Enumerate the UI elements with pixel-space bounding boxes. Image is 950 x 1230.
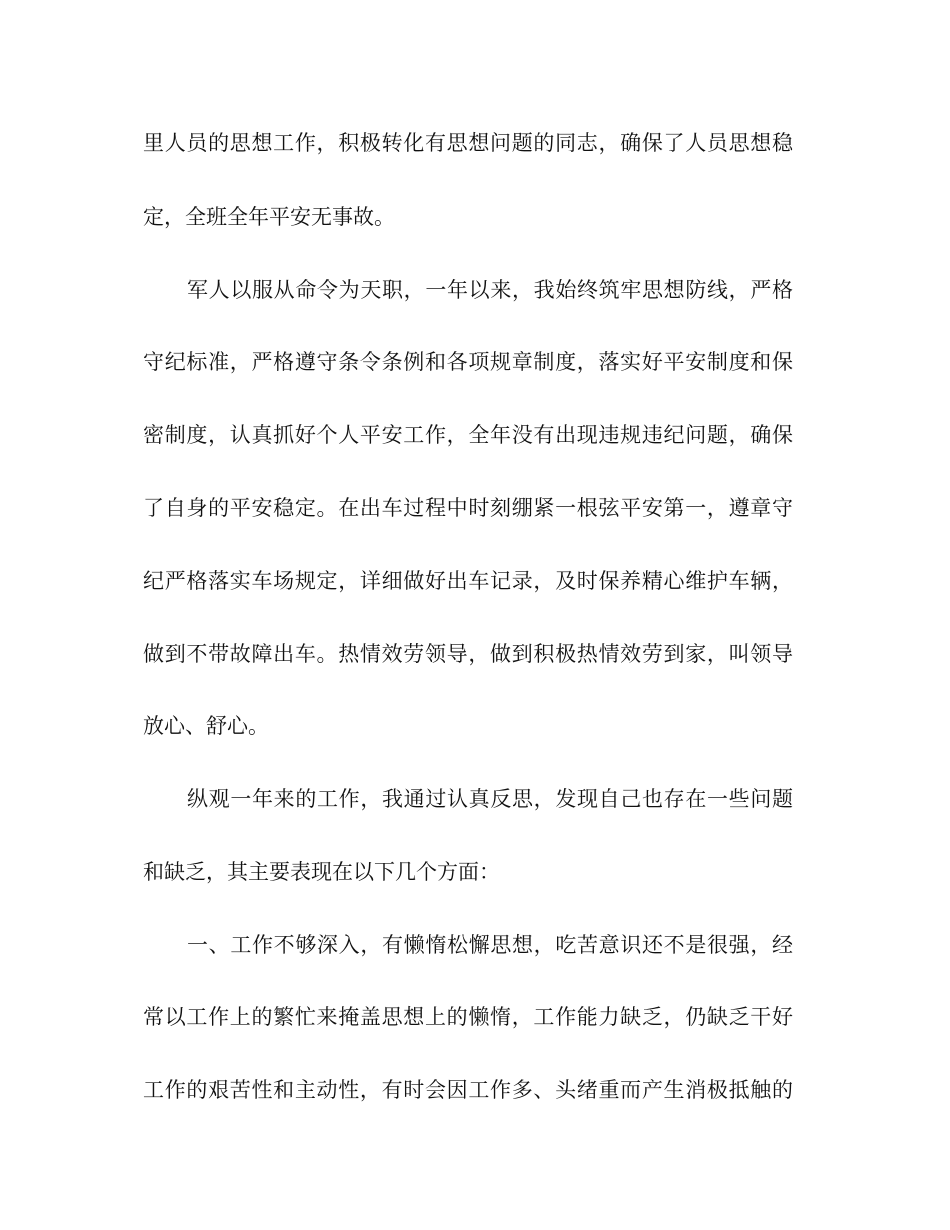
text-line: 常以工作上的繁忙来掩盖思想上的懒惰，工作能力缺乏，仍缺乏干好 (143, 1005, 793, 1029)
text-line: 定，全班全年平安无事故。 (143, 205, 395, 229)
text-line: 和缺乏，其主要表现在以下几个方面： (143, 860, 500, 884)
text-line: 做到不带故障出车。热情效劳领导，做到积极热情效劳到家，叫领导 (143, 642, 793, 666)
text-line: 纵观一年来的工作，我通过认真反思，发现自己也存在一些问题 (187, 787, 793, 811)
text-line: 放心、舒心。 (143, 714, 269, 738)
text-line: 守纪标准，严格遵守条令条例和各项规章制度，落实好平安制度和保 (143, 350, 793, 374)
text-line: 一、工作不够深入，有懒惰松懈思想，吃苦意识还不是很强，经 (187, 933, 793, 957)
text-line: 了自身的平安稳定。在出车过程中时刻绷紧一根弦平安第一，遵章守 (143, 496, 793, 520)
text-line: 工作的艰苦性和主动性，有时会因工作多、头绪重而产生消极抵触的 (143, 1078, 793, 1102)
text-line: 密制度，认真抓好个人平安工作，全年没有出现违规违纪问题，确保 (143, 423, 793, 447)
text-line: 军人以服从命令为天职，一年以来，我始终筑牢思想防线，严格 (187, 278, 793, 302)
text-line: 里人员的思想工作，积极转化有思想问题的同志，确保了人员思想稳 (143, 131, 793, 155)
text-line: 纪严格落实车场规定，详细做好出车记录，及时保养精心维护车辆， (143, 569, 793, 593)
